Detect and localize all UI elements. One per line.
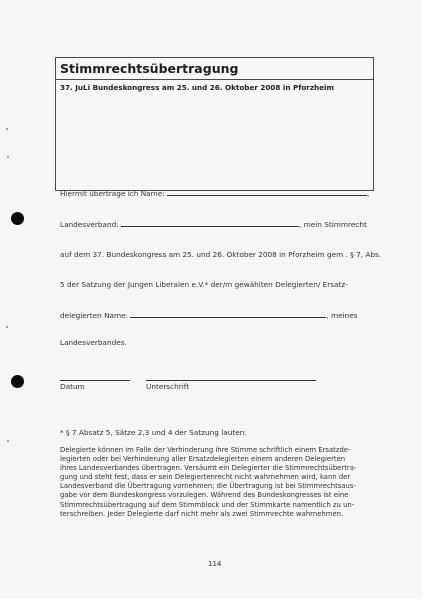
footnote-line: gung und steht fest, dass er sein Delegiertenrecht nicht wahrnehmen wird, kann der	[60, 473, 351, 482]
name-label: Hiermit übertrage ich Name:	[60, 189, 165, 198]
form-line-4: 5 der Satzung der Jungen Liberalen e.V.* der/m gewählten Delegierten/ Ersatz-	[60, 280, 348, 289]
signature-label: Unterschrift	[146, 382, 190, 391]
footnote-line: ihres Landesverbandes übertragen. Versäumt ein Delegierter die Stimmrechtsübertra-	[60, 464, 357, 473]
footnote-text	[60, 446, 366, 519]
signature-line[interactable]	[146, 380, 316, 381]
footnote-line: Stimmrechtsübertragung auf dem Stimmblock und der Stimmkarte namentlich zu un-	[60, 500, 355, 509]
form-line-name	[60, 188, 369, 198]
footnote-line: Landesverband die Übertragung vornehmen; die Übertragung ist bei Stimmrechtsaus-	[60, 482, 356, 491]
form-line-6: Landesverbandes.	[60, 338, 127, 347]
date-label: Datum	[60, 382, 85, 391]
punch-hole-bottom	[11, 375, 24, 388]
date-line[interactable]	[60, 380, 130, 381]
footnote-line: terschreiben. Jeder Delegierte darf nicht mehr als zwei Stimmrechte wahrnehmen.	[60, 509, 344, 518]
landesverband-blank-field[interactable]	[121, 219, 299, 227]
footnote-line: gabe vor dem Bundeskongress vorzulegen. Während des Bundeskongresses ist eine	[60, 491, 349, 500]
delegate-name-suffix: , meines	[326, 311, 358, 320]
document-subtitle: 37. JuLi Bundeskongress am 25. und 26. Oktober 2008 in Pforzheim	[60, 83, 334, 92]
scan-speck	[6, 128, 8, 130]
form-line-delegate	[60, 310, 358, 320]
scan-speck	[7, 440, 9, 442]
name-suffix: ,	[367, 189, 370, 198]
name-blank-field[interactable]	[167, 188, 370, 198]
footnote-line: Delegierte können im Falle der Verhinderung ihre Stimme schriftlich einem Ersatzde-	[60, 446, 351, 454]
punch-hole-top	[11, 212, 24, 225]
document-title: Stimmrechtsübertragung	[60, 61, 239, 76]
page-number: 114	[208, 560, 222, 568]
landesverband-suffix: , mein Stimmrecht	[299, 220, 367, 229]
footnote-line: legierten oder bei Verhinderung aller Ersatzdelegierten einem anderen Delegierten	[60, 455, 346, 464]
header-box	[55, 57, 374, 191]
delegate-name-blank-field[interactable]	[130, 310, 326, 318]
form-line-landesverband	[60, 219, 367, 229]
footnote-reference: * § 7 Absatz 5, Sätze 2,3 und 4 der Satzung lauten:	[60, 428, 247, 437]
scan-speck	[6, 326, 8, 328]
form-line-3: auf dem 37. Bundeskongress am 25. und 26. Oktober 2008 in Pforzheim gem . § 7, Abs.	[60, 250, 382, 259]
delegate-name-label: delegierten Name:	[60, 311, 129, 320]
scan-speck	[7, 156, 9, 158]
title-divider	[56, 79, 373, 80]
landesverband-label: Landesverband:	[60, 220, 119, 229]
